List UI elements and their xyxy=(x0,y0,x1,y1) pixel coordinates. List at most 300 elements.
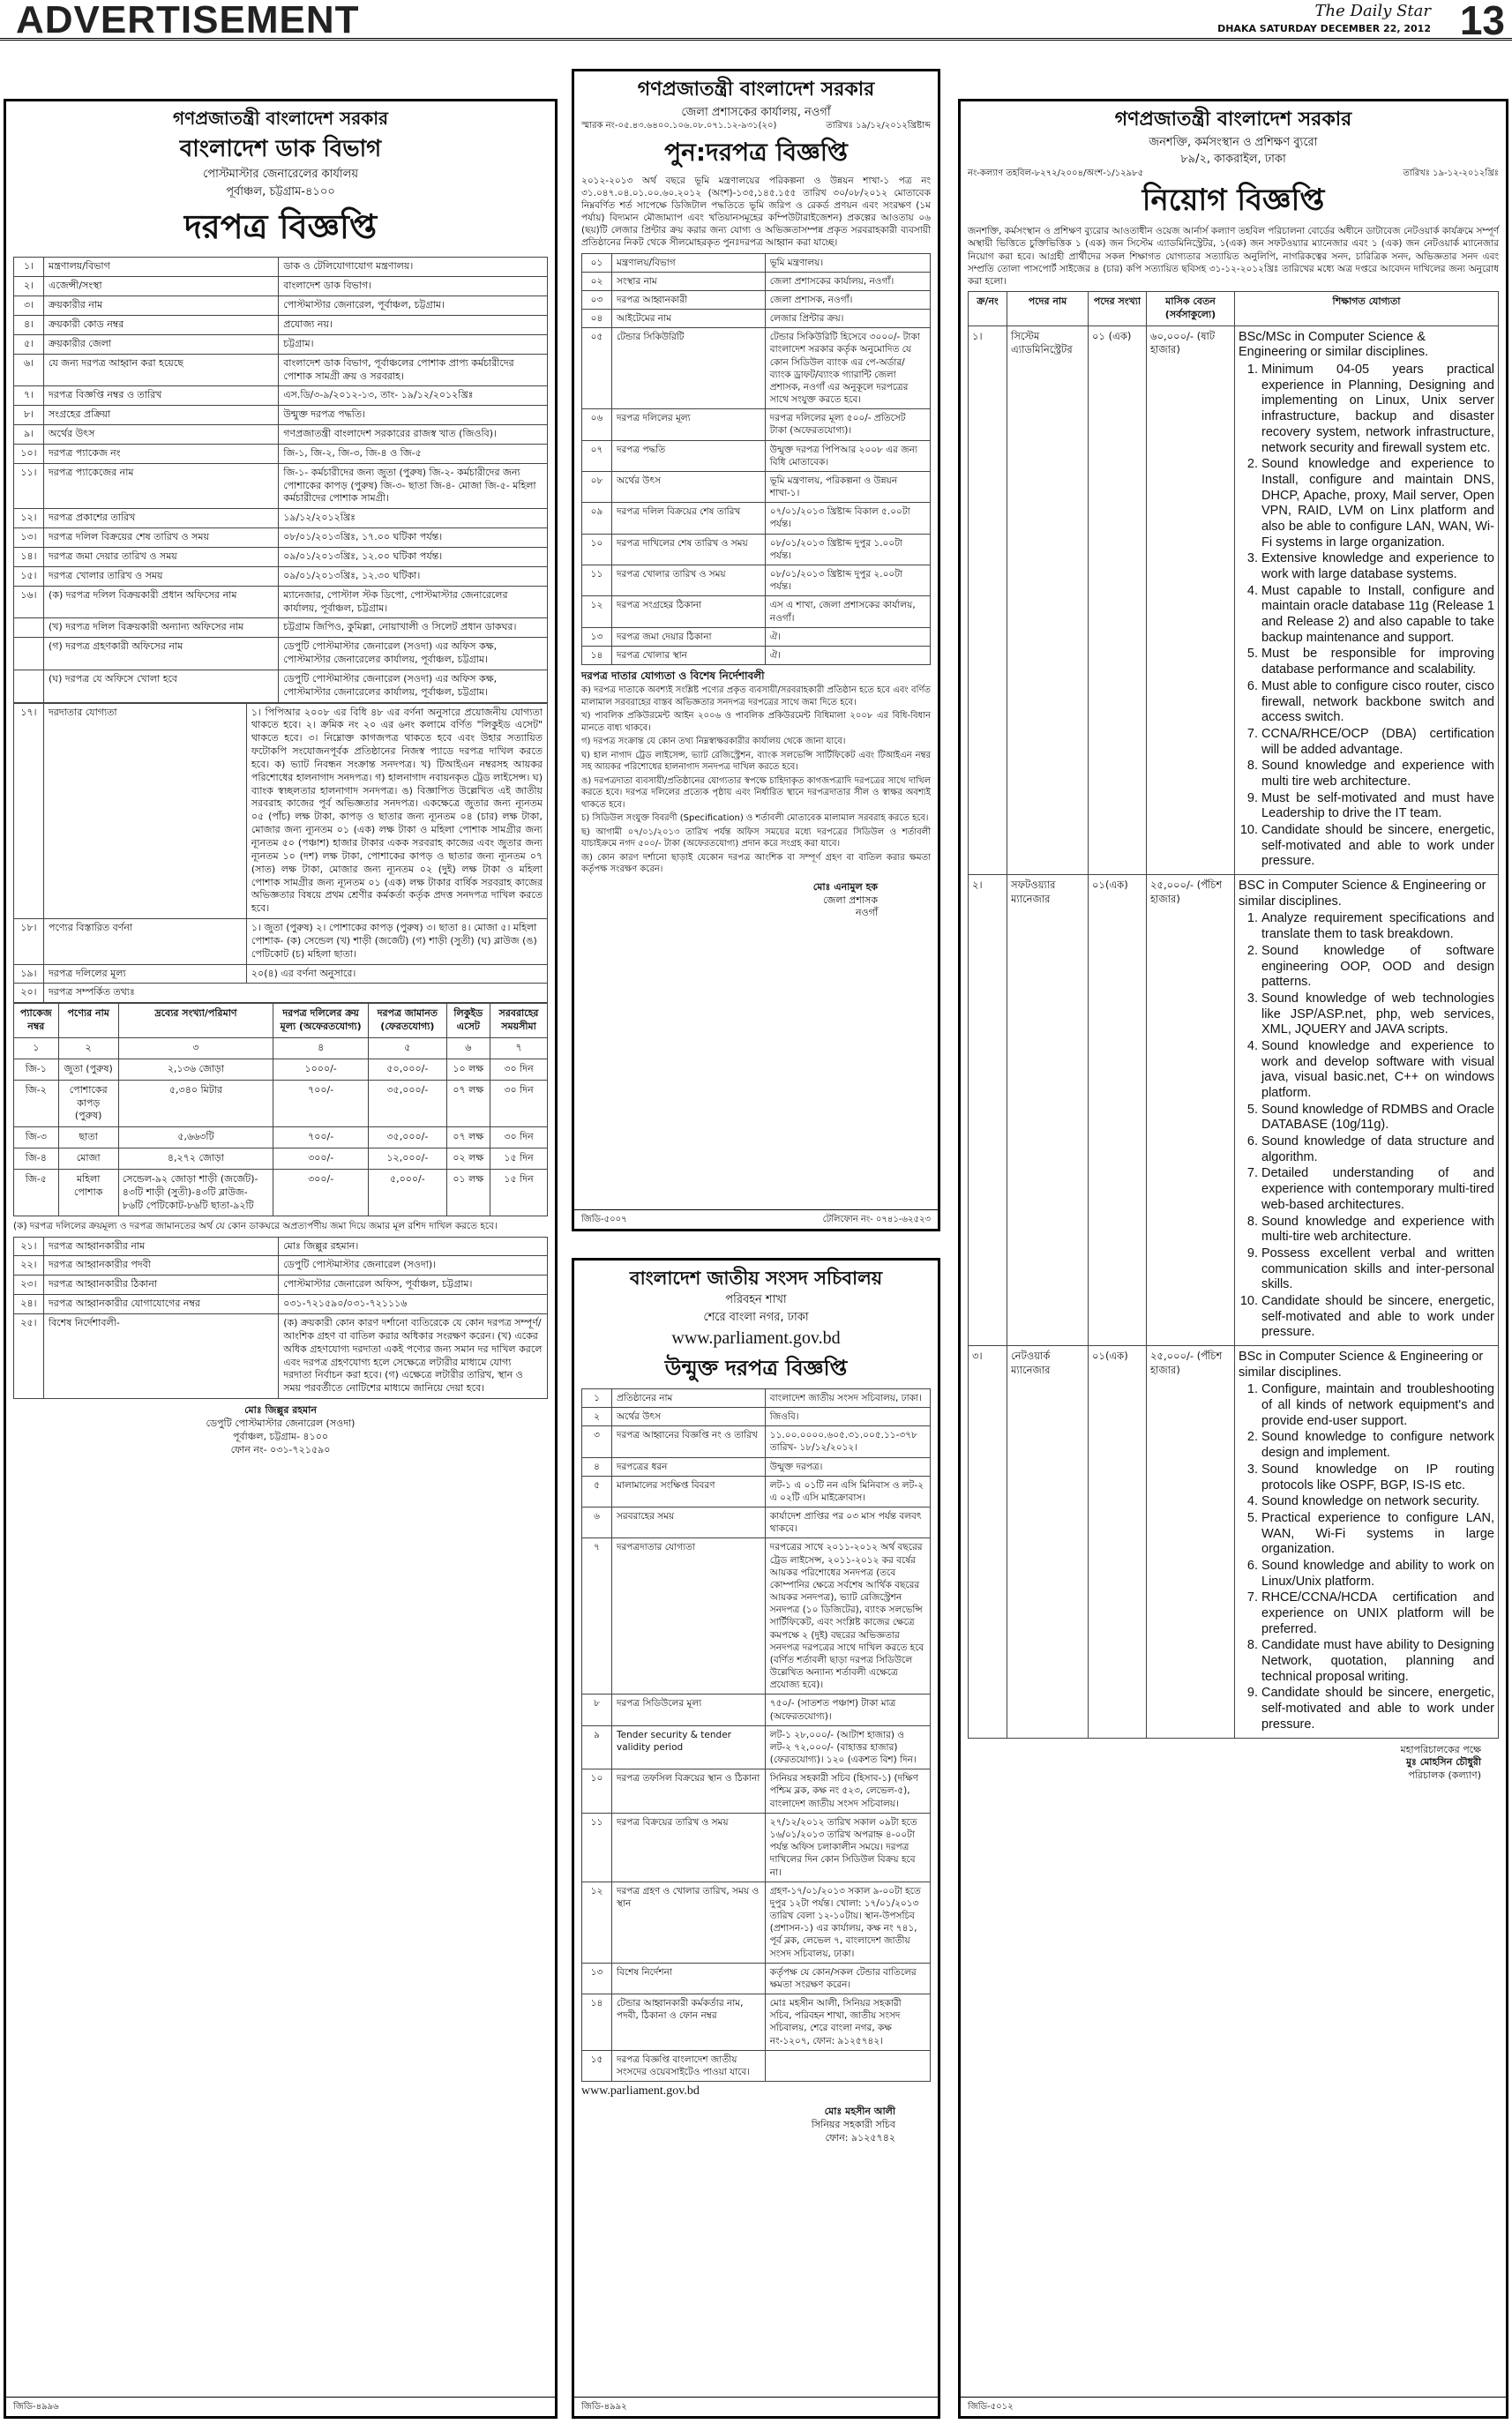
table-cell: ৫,০০০/- xyxy=(369,1169,446,1216)
dept-heading: বাংলাদেশ ডাক বিভাগ xyxy=(179,136,382,162)
job-number: ২। xyxy=(969,875,1007,1346)
table-cell: ৪,২৭২ জোড়া xyxy=(118,1148,273,1170)
row-number: ০১ xyxy=(582,253,612,272)
row-label: দরপত্র আহ্বানকারীর ঠিকানা xyxy=(44,1276,279,1295)
row-label: দরপত্র খোলার তারিখ ও সময় xyxy=(44,566,279,586)
footer-website-link[interactable]: www.parliament.gov.bd xyxy=(581,2084,700,2099)
table-row xyxy=(582,627,931,646)
table-row xyxy=(582,2050,931,2081)
qualification-item: 1. Configure, maintain and troubleshooting of all kinds of network equipment's and provide end-user support. xyxy=(1261,1382,1494,1429)
newspaper-name: The Daily Star xyxy=(1314,2,1431,20)
row-number: ১৪ xyxy=(582,1994,612,2051)
row-value: উন্মুক্ত দরপত্র পদ্ধতি। xyxy=(279,406,548,425)
row-value: উন্মুক্ত দরপত্র পিপিআর ২০০৮ এর জন্য বিধি মোতাবেক। xyxy=(765,440,930,471)
table-row xyxy=(582,272,931,290)
row-number: ০৫ xyxy=(582,328,612,409)
row-label: মালামালের সংক্ষিপ্ত বিবরণ xyxy=(612,1476,766,1507)
row-value: ০৯/০১/২০১৩খ্রিঃ, ১২.০০ ঘটিকা পর্যন্ত। xyxy=(279,547,548,566)
row-label: মন্ত্রণালয়/বিভাগ xyxy=(44,258,279,277)
qualification-item: 1. Minimum 04-05 years practical experience in Planning, Designing and implementing on Linux, Unix server infrastructure, backup and disaster recovery system, network infrastructure, network security and firewall system etc. xyxy=(1261,363,1494,456)
table-row: ১৭। দরদাতার যোগ্যতা ১। পিপিআর ২০০৮ এর বিধি ৪৮ এর বর্ণনা অনুসারে প্রয়োজনীয় যোগ্যতা থাকতে হবে। ২। ক্রমিক নং ২০ এর ৬নং কলামে বর্ণিত "লিকুইড এসেট" থাকতে হবে। ৩। নিম্নোক্ত কাগজপত্র থাকতে হবে এবং উহার সত্যায়িত ফটোকপি সংযোজনপূর্বক প্রতিষ্ঠানের নিজস্ব প্যাডে দরপত্র দাখিল করতে হবে। ক) ভ্যাট নিবন্ধন সংক্রান্ত সনদপত্র। খ) টিআইএন নম্বরসহ আয়কর পরিশোধের হালনাগাদ সনদপত্র। গ) হালনাগাদ নবায়নকৃত ট্রেড লাইসেন্স। ঘ) ব্যাংক স্বচ্ছলতার হালনাগাদ সনদপত্র। ঙ) বিজ্ঞাপিত উল্লেখিত এই জাতীয় সরবরাহ কাজের পূর্ব অভিজ্ঞতার সনদপত্র। একক্ষেত্রে জুতার জন্য ন্যূনতম ০৫ (পাঁচ) লক্ষ টাকা, কাপড় ও ছাতার জন্য ন্যূনতম ০৪ (চার) লক্ষ টাকা, মোজার জন্য ন্যূনতম ০১ (এক) লক্ষ টাকা ও মহিলা পোশাক সামগ্রীর জন্য ন্যূনতম ৫০ (পঞ্চাশ) হাজার টাকার একক সরবরাহ কাজের এবং জুতার জন্য ন্যূনতম ১০ (দশ) লক্ষ টাকা, পোশাকের কাপড় ও ছাতার জন্য ন্যূনতম ০৭ (সাত) লক্ষ টাকা, মোজার জন্য ন্যূনতম ০২ (দুই) লক্ষ টাকা ও মহিলা পোশাক সামগ্রীর জন্য ন্যূনতম ০১ (এক) লক্ষ টাকার বার্ষিক সরবরাহ কাজের অভিজ্ঞতার বিষয়ে প্রথম শ্রেণীর কর্মকর্তা কর্তৃক প্রদত্ত সনদপত্র দাখিল করতে হবে। xyxy=(14,703,548,919)
row-value: ডাক ও টেলিযোগাযোগ মন্ত্রণালয়। xyxy=(279,258,548,277)
row-value: ০৯/০১/২০১৩খ্রিঃ, ১২.৩০ ঘটিকা। xyxy=(279,566,548,586)
row-label: দরপত্র দলিল বিক্রয়ের শেষ তারিখ ও সময় xyxy=(44,528,279,548)
qualification-item: 7. Detailed understanding of and experience with contemporary multi-tired web-based architectures. xyxy=(1261,1166,1494,1213)
table-row xyxy=(582,646,931,664)
job-salary: ৬০,০০০/- (ষাট হাজার) xyxy=(1147,325,1235,874)
job-post: নেটওয়ার্ক ম্যানেজার xyxy=(1007,1346,1089,1739)
row-label: Tender security & tender validity period xyxy=(612,1725,766,1769)
row-value: সিনিয়র সহকারী সচিব (হিসাব-১) (দক্ষিণ পশ্চিম ব্লক, কক্ষ নং ৫২৩, লেভেল-৫), বাংলাদেশ জাতীয় সংসদ সচিবালয়। xyxy=(765,1769,930,1814)
row-number: ৯। xyxy=(14,425,44,445)
table-cell: ৫,৩৪০ মিটার xyxy=(118,1080,273,1127)
row-label: দরপত্রদাতার যোগ্যতা xyxy=(612,1538,766,1695)
row-value: জিওবি। xyxy=(765,1408,930,1426)
row-number xyxy=(14,618,44,638)
row-value: গণপ্রজাতন্ত্রী বাংলাদেশ সরকারের রাজস্ব খাত (জিওবি)। xyxy=(279,425,548,445)
row-number: ১৪। xyxy=(14,547,44,566)
table-row xyxy=(582,1769,931,1814)
table-cell: ৩৫,০০০/- xyxy=(369,1127,446,1148)
row-value: এস এ শাখা, জেলা প্রশাসকের কার্যালয়, নওগাঁ। xyxy=(765,596,930,627)
table-cell: জুতা (পুরুষ) xyxy=(58,1059,118,1080)
qualification-item: 5. Practical experience to configure LAN, WAN, Wi-Fi systems in large organization. xyxy=(1261,1511,1494,1558)
note-item: জ) কোন কারণ দর্শানো ছাড়াই যেকোন দরপত্র আংশিক বা সম্পূর্ণ গ্রহণ বা বাতিল করার ক্ষমতা কর্তৃপক্ষ সংরক্ষণ করেন। xyxy=(581,852,931,875)
row-value: উন্মুক্ত দরপত্র। xyxy=(765,1457,930,1476)
table-row xyxy=(14,586,548,618)
signature-block: মোঃ মহসীন আলী সিনিয়র সহকারী সচিব ফোন: ৯১২৫৭৪২ xyxy=(811,2105,895,2143)
row-value: লট-১ এ ০১টি নন এসি মিনিবাস ও লট-২ এ ০২টি এসি মাইক্রোবাস। xyxy=(765,1476,930,1507)
row-value: কর্তৃপক্ষ যে কোন/সকল টেন্ডার বাতিলের ক্ষমতা সংরক্ষণ করেন। xyxy=(765,1963,930,1994)
table-row xyxy=(14,277,548,296)
table-row xyxy=(14,509,548,528)
row-label: দরপত্র পদ্ধতি xyxy=(612,440,766,471)
row-number: ৮। xyxy=(14,406,44,425)
row-value: ০৩১-৭২১৫৯০/০৩১-৭২১১১৬ xyxy=(279,1295,548,1314)
table-row xyxy=(582,471,931,502)
website-link[interactable]: www.parliament.gov.bd xyxy=(671,1328,841,1349)
row-value: ঐ। xyxy=(765,627,930,646)
row-label: টেন্ডার সিকিউরিটি xyxy=(612,328,766,409)
job-count: ০১(এক) xyxy=(1089,875,1147,1346)
table-cell: মোজা xyxy=(58,1148,118,1170)
column-number: ৭ xyxy=(490,1037,548,1059)
table-cell: জি-৪ xyxy=(14,1148,59,1170)
row-label: এজেন্সী/সংস্থা xyxy=(44,277,279,296)
ad-recruitment xyxy=(958,99,1508,2419)
place-name: শেরে বাংলা নগর, ঢাকা xyxy=(703,1310,809,1324)
row-number: ২৫। xyxy=(14,1313,44,1398)
signature-block: মোঃ এনামুল হক জেলা প্রশাসক নওগাঁ xyxy=(812,880,878,919)
row-number: ০৩ xyxy=(582,290,612,309)
row-label: সরবরাহের সময় xyxy=(612,1508,766,1538)
table-row xyxy=(14,528,548,548)
row-number: ১২ xyxy=(582,1882,612,1963)
column-header: পদের সংখ্যা xyxy=(1089,292,1147,326)
row-label: সংস্থার নাম xyxy=(612,272,766,290)
row-label: দরপত্র বিজ্ঞপ্তি নম্বর ও তারিখ xyxy=(44,386,279,406)
row-value xyxy=(765,2050,930,2081)
table-row xyxy=(14,425,548,445)
tender-info-table xyxy=(13,257,548,702)
table-row xyxy=(14,1169,548,1216)
row-label: বিশেষ নির্দেশনা xyxy=(612,1963,766,1994)
table-row xyxy=(14,618,548,638)
row-number: ৬ xyxy=(582,1508,612,1538)
row-label: দরপত্র দলিল বিক্রয়ের শেষ তারিখ xyxy=(612,503,766,534)
table-row xyxy=(14,316,548,335)
row-value: ভূমি মন্ত্রণালয়। xyxy=(765,253,930,272)
job-qualifications xyxy=(1235,875,1499,1346)
row-label: মন্ত্রণালয়/বিভাগ xyxy=(612,253,766,272)
ad-title: নিয়োগ বিজ্ঞপ্তি xyxy=(1141,183,1325,219)
row-value: ০৮/০১/২০১৩ খ্রিষ্টাব্দ দুপুর ১.০০টা পর্যন্ত। xyxy=(765,534,930,565)
row-number: ২২। xyxy=(14,1256,44,1276)
table-cell: ৩০০/- xyxy=(273,1169,369,1216)
column-header: লিকুইড এসেট xyxy=(446,1004,490,1038)
row-number: ১ xyxy=(582,1388,612,1407)
table-row: ১৮। পণ্যের বিস্তারিত বর্ণনা ১। জুতা (পুরুষ) ২। পোশাকের কাপড় (পুরুষ) ৩। ছাতা ৪। মোজা ৫। মহিলা পোশাক- (ক) সেন্ডেল (খ) শাড়ী (জর্জেট) (গ) শাড়ী (সুতী) (ঘ) ব্লাউজ (ঙ) পেটিকোট (চ) মহিলা ছাতা। xyxy=(14,919,548,965)
row-label: দরপত্র তফসিল বিক্রয়ের স্থান ও ঠিকানা xyxy=(612,1769,766,1814)
table-row xyxy=(14,386,548,406)
bureau-name: জনশক্তি, কর্মসংস্থান ও প্রশিক্ষণ ব্যুরো xyxy=(1149,135,1318,149)
row-number: ২। xyxy=(14,277,44,296)
note-item: ছ) আগামী ০৭/০১/২০১৩ তারিখ পর্যন্ত অফিস সময়ের মধ্যে দরপত্রের সিডিউল ও শর্তাবলী যাচাইক্রমে নগদ ৫০০/- টাকা (অফেরতযোগ্য) প্রদান করে সংগ্রহ করা যাবে। xyxy=(581,827,931,849)
row-value: ঐ। xyxy=(765,646,930,664)
notes-title: দরপত্র দাতার যোগ্যতা ও বিশেষ নির্দেশাবলী xyxy=(581,670,765,683)
table-cell: মহিলা পোশাক xyxy=(58,1169,118,1216)
table-row xyxy=(14,638,548,670)
table-cell: ৭০০/- xyxy=(273,1127,369,1148)
row-label: প্রতিষ্ঠানের নাম xyxy=(612,1388,766,1407)
table-row xyxy=(582,565,931,596)
job-post: সিস্টেম এ্যাডমিনিস্ট্রেটর xyxy=(1007,325,1089,874)
table-cell: জি-৩ xyxy=(14,1127,59,1148)
table-cell: ১৫ দিন xyxy=(490,1169,548,1216)
row-value: জেলা প্রশাসক, নওগাঁ। xyxy=(765,290,930,309)
job-number: ৩। xyxy=(969,1346,1007,1739)
row-value: ১১.০০.০০০০.৬০৫.৩১.০০৫.১১-৩৭৮ তারিখ- ১৮/১২/২০১২। xyxy=(765,1426,930,1457)
column-header: দরপত্র জামানত (ফেরতযোগ্য) xyxy=(369,1004,446,1038)
secretariat-heading: বাংলাদেশ জাতীয় সংসদ সচিবালয় xyxy=(629,1268,883,1289)
column-header: সরবরাহের সময়সীমা xyxy=(490,1004,548,1038)
qualification-item: 1. Analyze requirement specifications and translate them to task breakdown. xyxy=(1261,911,1494,942)
row-number: ২৩। xyxy=(14,1276,44,1295)
row-number: ২১। xyxy=(14,1237,44,1256)
row-value: ৭৫০/- (সাতশত পঞ্চাশ) টাকা মাত্র (অফেরতযোগ্য)। xyxy=(765,1695,930,1725)
table-row xyxy=(582,1538,931,1695)
table-cell: জি-৫ xyxy=(14,1169,59,1216)
row-number: ০৮ xyxy=(582,471,612,502)
row-number: ৫। xyxy=(14,334,44,354)
row-number: ০২ xyxy=(582,272,612,290)
table-row xyxy=(582,290,931,309)
qualification-item: 6. Sound knowledge and ability to work on Linux/Unix platform. xyxy=(1261,1559,1494,1590)
row-number: ৫ xyxy=(582,1476,612,1507)
note-item: ঙ) দরপত্রদাতা ব্যবসায়ী/প্রতিষ্ঠানের যোগ্যতার স্বপক্ষে চাহিদাকৃত কাগজপত্রাদি দরপত্রের সাথে দাখিল করতে হবে। দরপত্র দলিলের প্রত্যেক পৃষ্ঠায় এবং নির্ধারিত স্থানে দরপত্রদাতার সীল ও স্বাক্ষর অবশ্যই থাকতে হবে। xyxy=(581,775,931,810)
row-number: ১১ xyxy=(582,565,612,596)
row-label: (খ) দরপত্র দলিল বিক্রয়কারী অন্যান্য অফিসের নাম xyxy=(44,618,279,638)
notes-list xyxy=(581,685,931,876)
row-value: চট্টগ্রাম জিপিও, কুমিল্লা, নোয়াখালী ও সিলেট প্রধান ডাকঘর। xyxy=(279,618,548,638)
column-number-row xyxy=(14,1037,548,1059)
row-value: এস.ডি/৩-৯/২০১২-১৩, তাং- ১৯/১২/২০১২খ্রিঃ xyxy=(279,386,548,406)
table-row xyxy=(582,328,931,409)
table-row xyxy=(582,1882,931,1963)
qualification-item: 10. Candidate should be sincere, energetic, self-motivated and able to work under pressure. xyxy=(1261,1294,1494,1341)
table-row xyxy=(14,1148,548,1170)
row-value: ম্যানেজার, পোস্টাল স্টক ডিপো, পোস্টমাস্টার জেনারেলের কার্যালয়, পূর্বাঞ্চল, চট্টগ্রাম। xyxy=(279,586,548,618)
job-post: সফটওয়্যার ম্যানেজার xyxy=(1007,875,1089,1346)
row-number: ১২। xyxy=(14,509,44,528)
header-row xyxy=(14,1004,548,1038)
table-cell: সেন্ডেল-৯২ জোড়া শাড়ী (জর্জেট)- ৪৩টি শাড়ী (সুতী)-৪৩টি ব্লাউজ- ৮৬টি পেটিকোট-৮৬টি ছাতা-৯২টি xyxy=(118,1169,273,1216)
grid-note: (ক) দরপত্র দলিলের ক্রয়মূল্য ও দরপত্র জামানতের অর্থ যে কোন ডাকঘরে অপ্রত্যর্পণীয় জমা দিয়ে জমার মূল রশিদ দাখিল করতে হবে। xyxy=(13,1221,498,1232)
qualification-item: 3. Sound knowledge on IP routing protocols like OSPF, BGP, IS-IS etc. xyxy=(1261,1463,1494,1493)
row-number: ৬। xyxy=(14,354,44,386)
signature-block: মোঃ জিল্লুর রহমান ডেপুটি পোস্টমাস্টার জেনারেল (সওদা) পূর্বাঞ্চল, চট্টগ্রাম- ৪১০০ ফোন নং- ০৩১-৭২১৫৯০ xyxy=(206,1404,356,1455)
note-item: ক) দরপত্র দাতাকে অবশ্যই সংশ্লিষ্ট পণ্যের প্রকৃত ব্যবসায়ী/সরবরাহকারী প্রতিষ্ঠান হতে হবে এবং বর্ণিত মালামাল সরবরাহের বাস্তব অভিজ্ঞতার সনদপত্র দরপত্রের সাথে জমা দিতে হবে। xyxy=(581,685,931,707)
qualification-item: 4. Sound knowledge and experience to work and develop software with visual java, visual basic.net, C++ on windows platform. xyxy=(1261,1039,1494,1102)
row-number xyxy=(14,638,44,670)
ad-parliament-tender xyxy=(572,1258,940,2419)
table-cell: ২,১৩৬ জোড়া xyxy=(118,1059,273,1080)
row-label: দরপত্র খোলার স্থান xyxy=(612,646,766,664)
row-value: ০৭/০১/২০১৩ খ্রিষ্টাব্দ বিকাল ৫.০০টা পর্যন্ত। xyxy=(765,503,930,534)
row-label: দরপত্র জমা দেয়ার তারিখ ও সময় xyxy=(44,547,279,566)
row-label: (ঘ) দরপত্র যে অফিসে খোলা হবে xyxy=(44,670,279,702)
table-cell: ৩০ দিন xyxy=(490,1059,548,1080)
row-label: আইটেমের নাম xyxy=(612,310,766,328)
qualification-lead: BSc in Computer Science & Engineering or similar disciplines. xyxy=(1239,1350,1484,1380)
table-row xyxy=(14,1276,548,1295)
column-number: ৫ xyxy=(369,1037,446,1059)
table-row xyxy=(582,409,931,440)
header-row xyxy=(969,292,1499,326)
qualification-item: 9. Candidate should be sincere, energetic, self-motivated and able to work under pressure. xyxy=(1261,1686,1494,1732)
ref-line: নং-কল্যাণ তহবিল-৮২৭২/২০০৪/অংশ-১/১২৯৮৫ তারিখঃ ১৯-১২-২০১২খ্রিঃ xyxy=(968,168,1499,178)
row-number: ০৪ xyxy=(582,310,612,328)
note-item: খ) পাবলিক প্রকিউরমেন্ট আইন ২০০৬ ও পাবলিক প্রকিউরমেন্ট বিধিমালা ২০০৮ এর বিধি-বিধান মানতে বাধ্য থাকবে। xyxy=(581,711,931,733)
row-value: লেজার প্রিন্টার ক্রয়। xyxy=(765,310,930,328)
table-cell: ১২,০০০/- xyxy=(369,1148,446,1170)
row-label: ক্রয়কারীর নাম xyxy=(44,296,279,316)
row-label: দরপত্র সংগ্রহের ঠিকানা xyxy=(612,596,766,627)
table-cell: ০১ লক্ষ xyxy=(446,1169,490,1216)
row-value: টেন্ডার সিকিউরিটি হিসেবে ৩০০০/- টাকা বাংলাদেশ সরকার কর্তৃক অনুমোদিত যে কোন সিডিউল ব্যাংক এর পে-অর্ডার/ব্যাংক ড্রাফট/ব্যাংক গ্যারান্টি জেলা প্রশাসক, নওগাঁ এর অনুকূলে দরপত্রের সাথে সংযুক্ত করতে হবে। xyxy=(765,328,930,409)
table-cell: ৩০ দিন xyxy=(490,1127,548,1148)
job-count: ০১ (এক) xyxy=(1089,325,1147,874)
row-number: ১৩ xyxy=(582,1963,612,1994)
qualification-item: 8. Candidate must have ability to Designing Network, quotation, planning and technical proposal writing. xyxy=(1261,1638,1494,1685)
row-number: ১০ xyxy=(582,1769,612,1814)
qualification-item: 5. Sound knowledge of RDMBS and Oracle DATABASE (10g/11g). xyxy=(1261,1103,1494,1133)
qualification-item: 2. Sound knowledge to configure network design and implement. xyxy=(1261,1430,1494,1461)
note-item: ঘ) হাল নাগাদ ট্রেড লাইসেন্স, ভ্যাট রেজিস্ট্রেশন, ব্যাংক সলভেন্সি সার্টিফিকেট এবং টিআইএন নম্বর সহ আয়কর পরিশোধের হালনাগাদ সনদপত্র দাখিল করতে হবে। xyxy=(581,750,931,773)
job-count: ০১(এক) xyxy=(1089,1346,1147,1739)
row-value: মোঃ জিল্লুর রহমান। xyxy=(279,1237,548,1256)
table-row xyxy=(582,534,931,565)
column-header: ক্র/নং xyxy=(969,292,1007,326)
row-value: পোস্টমাস্টার জেনারেল অফিস, পূর্বাঞ্চল, চট্টগ্রাম। xyxy=(279,1276,548,1295)
row-value: জি-১, জি-২, জি-৩, জি-৪ ও জি-৫ xyxy=(279,444,548,463)
ad-footer xyxy=(6,2397,555,2417)
table-row xyxy=(14,566,548,586)
row-value: বাংলাদেশ ডাক বিভাগ। xyxy=(279,277,548,296)
row-label: দরপত্র প্যাকেজের নাম xyxy=(44,463,279,509)
column-number: ২ xyxy=(58,1037,118,1059)
row-label: টেন্ডার আহ্বানকারী কর্মকর্তার নাম, পদবী, ঠিকানা ও ফোন নম্বর xyxy=(612,1994,766,2051)
ad-footer xyxy=(961,2397,1506,2417)
note-item: চ) সিডিউল সংযুক্ত বিবরণী (Specification) ও শর্তাবলী মোতাবেক মালামাল সরবরাহ করতে হবে। xyxy=(581,813,929,824)
row-number: ১০। xyxy=(14,444,44,463)
qualification-item: 9. Possess excellent verbal and written communication skills and inter-personal skills. xyxy=(1261,1246,1494,1293)
ad-code: জিডি-৫০১২ xyxy=(968,2401,1014,2412)
table-cell: ৩০ দিন xyxy=(490,1080,548,1127)
phone: টেলিফোন নং- ০৭৪১-৬২৫২৩ xyxy=(822,1214,931,1224)
column-header: দ্রব্যের সংখ্যা/পরিমাণ xyxy=(118,1004,273,1038)
qualification-list xyxy=(1261,911,1494,1341)
gov-heading: গণপ্রজাতন্ত্রী বাংলাদেশ সরকার xyxy=(637,79,875,101)
row-value: পোস্টমাস্টার জেনারেল, পূর্বাঞ্চল, চট্টগ্রাম। xyxy=(279,296,548,316)
job-row xyxy=(969,325,1499,874)
table-cell: পোশাকের কাপড় (পুরুষ) xyxy=(58,1080,118,1127)
row-value: জেলা প্রশাসকের কার্যালয়, নওগাঁ। xyxy=(765,272,930,290)
row-value: জি-১- কর্মচারীদের জন্য জুতা (পুরুষ) জি-২- কর্মচারীদের জন্য পোশাকের কাপড় (পুরুষ) জি-৩- ছাতা জি-৪- মোজা জি-৫- মহিলা কর্মচারীদের পোশাক সামগ্রী। xyxy=(279,463,548,509)
bureau-address: ৮৯/২, কাকরাইল, ঢাকা xyxy=(1180,153,1286,167)
qualification-item: 4. Must capable to Install, configure and maintain oracle database 11g (Release 1 and Release 2) and also capable to take backup maintenance and support. xyxy=(1261,584,1494,647)
job-row xyxy=(969,1346,1499,1739)
row-number: ২ xyxy=(582,1408,612,1426)
column-number: ৩ xyxy=(118,1037,273,1059)
row-label: যে জন্য দরপত্র আহ্বান করা হয়েছে xyxy=(44,354,279,386)
qualification-item: 5. Must be responsible for improving database performance and scalability. xyxy=(1261,647,1494,677)
ad-title: উন্মুক্ত দরপত্র বিজ্ঞপ্তি xyxy=(664,1356,848,1381)
gov-heading: গণপ্রজাতন্ত্রী বাংলাদেশ সরকার xyxy=(173,108,388,129)
table-row xyxy=(14,258,548,277)
jobs-table xyxy=(968,291,1499,1739)
table-row xyxy=(582,1508,931,1538)
table-cell: ৩০০/- xyxy=(273,1148,369,1170)
row-label: দরপত্র আহ্বানকারীর নাম xyxy=(44,1237,279,1256)
qualification-item: 4. Sound knowledge on network security. xyxy=(1261,1494,1494,1510)
table-row xyxy=(582,1426,931,1457)
row-label: ক্রয়কারীর জেলা xyxy=(44,334,279,354)
row-label: দরপত্র প্রকাশের তারিখ xyxy=(44,509,279,528)
row-number: ১৩ xyxy=(582,627,612,646)
table-row xyxy=(582,1388,931,1407)
table-row xyxy=(582,1813,931,1882)
row-value: লট-১ ২৮,০০০/- (আটাশ হাজার) ও লট-২ ৭২,০০০/- (বাহাত্তর হাজার) (ফেরতযোগ্য)। ১২০ (একশত বিশ) দিন। xyxy=(765,1725,930,1769)
table-row xyxy=(14,406,548,425)
row-value: ডেপুটি পোস্টমাস্টার জেনারেল (সওদা) এর অফিস কক্ষ, পোস্টমাস্টার জেনারেলের কার্যালয়, পূর্বাঞ্চল, চট্টগ্রাম। xyxy=(279,638,548,670)
row-number: ৯ xyxy=(582,1725,612,1769)
row-value: মোঃ মহসীন আলী, সিনিয়র সহকারী সচিব, পরিবহন শাখা, জাতীয় সংসদ সচিবালয়, শেরে বাংলা নগর, কক্ষ নং-১২০৭, ফোন: ৯১২৫৭৪২। xyxy=(765,1994,930,2051)
tender-info-table xyxy=(581,1388,931,2082)
row-value: ০৮/০১/২০১৩খ্রিঃ, ১৭.০০ ঘটিকা পর্যন্ত। xyxy=(279,528,548,548)
table-cell: ০৭ লক্ষ xyxy=(446,1080,490,1127)
row-number: ১৩। xyxy=(14,528,44,548)
table-row xyxy=(582,310,931,328)
row-number: ৩ xyxy=(582,1426,612,1457)
row-value: চট্টগ্রাম। xyxy=(279,334,548,354)
tender-caller-table xyxy=(13,1237,548,1399)
row-number: ১০ xyxy=(582,534,612,565)
masthead xyxy=(0,0,1512,41)
row-label: দরপত্র জমা দেয়ার ঠিকানা xyxy=(612,627,766,646)
row-number: ০৬ xyxy=(582,409,612,440)
row-value: দরপত্র দলিলের মূল্য ৫০০/- প্রতিসেট টাকা (অফেরতযোগ্য)। xyxy=(765,409,930,440)
row-number xyxy=(14,670,44,702)
table-cell: ছাতা xyxy=(58,1127,118,1148)
qualification-item: 2. Sound knowledge and experience to Install, configure and maintain DNS, DHCP, Apache, proxy, Mail server, Open VPN, RAID, LVM on Linx platform and also be able to configure LAN, WAN, Wi-Fi systems in large organization. xyxy=(1261,457,1494,550)
table-row xyxy=(14,1059,548,1080)
table-row xyxy=(14,463,548,509)
ad-code: জিডি-৫০০৭ xyxy=(581,1214,627,1224)
qualification-item: 6. Must able to configure cisco router, cisco firewall, network backbone switch and access switch. xyxy=(1261,679,1494,726)
table-cell: ৫০,০০০/- xyxy=(369,1059,446,1080)
table-row xyxy=(14,670,548,702)
row-number: ৮ xyxy=(582,1695,612,1725)
row-value: বাংলাদেশ ডাক বিভাগ, পূর্বাঞ্চলের পোশাক প্রাপ্য কর্মচারীদের পোশাক সামগ্রী ক্রয় ও সরবরাহ। xyxy=(279,354,548,386)
row-label: বিশেষ নির্দেশাবলী- xyxy=(44,1313,279,1398)
table-row xyxy=(582,1408,931,1426)
row-value: ভূমি মন্ত্রণালয়, পরিকল্পনা ও উন্নয়ন শাখা-১। xyxy=(765,471,930,502)
qualification-item: 9. Must be self-motivated and must have Leadership to drive the IT team. xyxy=(1261,791,1494,822)
table-row xyxy=(582,503,931,534)
office-name: জেলা প্রশাসকের কার্যালয়, নওগাঁ xyxy=(681,105,831,119)
table-cell: জি-১ xyxy=(14,1059,59,1080)
qualification-item: 3. Extensive knowledge and experience to work with large database systems. xyxy=(1261,551,1494,582)
row-label: দরপত্র গ্রহণ ও খোলার তারিখ, সময় ও স্থান xyxy=(612,1882,766,1963)
column-header: দরপত্র দলিলের ক্রয় মূল্য (অফেরতযোগ্য) xyxy=(273,1004,369,1038)
row-value: ১৯/১২/২০১২খ্রিঃ xyxy=(279,509,548,528)
row-number: ১১ xyxy=(582,1813,612,1882)
row-number: ৪ xyxy=(582,1457,612,1476)
ad-title: পুন:দরপত্র বিজ্ঞপ্তি xyxy=(664,137,848,167)
row-label: দরপত্র আহ্বানকারীর পদবী xyxy=(44,1256,279,1276)
row-value: কার্যাদেশ প্রাপ্তির পর ০৩ মাস পর্যন্ত বলবৎ থাকবে। xyxy=(765,1508,930,1538)
row-label: দরপত্র আহ্বানকারী xyxy=(612,290,766,309)
table-row xyxy=(14,1080,548,1127)
office-name: পোস্টমাস্টার জেনারেলের কার্যালয় xyxy=(203,168,358,182)
office-address: পূর্বাঞ্চল, চট্টগ্রাম-৪১০০ xyxy=(226,184,335,198)
intro-text: ২০১২-২০১৩ অর্থ বছরে ভূমি মন্ত্রণালয়ের পরিকল্পনা ও উন্নয়ন শাখা-১ পত্র নং ৩১.০৪৭.০৪.০১.০০.৬০.২০১২ (অংশ)-১৩৫,১৪৫.১৫৫ তারিখ ৩০/০৮/২০১২ মোতাবেক নিম্নবর্ণিত শর্ত সাপেক্ষে ডিজিটাল পদ্ধতিতে ভূমি জরিপ ও রেকর্ড প্রণয়ন এবং সংরক্ষণ (১ম পর্যায়) বিদ্যমান মৌজাম্যাপ এবং খতিয়ানসমূহের কম্পিউটারাইজেশন) প্রকল্পের আওতায় ০৬ (ছয়)টি লেজার প্রিন্টার ক্রয় করার জন্য যোগ্য ও অভিজ্ঞতাসম্পন্ন প্রকৃত সরবরাহকারী ব্যবসায়ী প্রতিষ্ঠানের নিকট থেকে সীলমোহরকৃত পুনঃদরপত্র আহ্বান করা যাচ্ছে। xyxy=(581,175,931,249)
table-row xyxy=(14,334,548,354)
job-qualifications xyxy=(1235,1346,1499,1739)
table-row: ২০। দরপত্র সম্পর্কিত তথ্যঃ xyxy=(14,984,548,1003)
qualification-lead: BSc/MSc in Computer Science & Engineering or similar disciplines. xyxy=(1239,329,1429,360)
column-number: ১ xyxy=(14,1037,59,1059)
row-value: (ক) ক্রয়কারী কোন কারণ দর্শানো ব্যতিরেকে যে কোন দরপত্র সম্পূর্ণ/আংশিক গ্রহণ বা বাতিল করার অধিকার সংরক্ষণ করেন। (খ) একের অধিক গ্রহণযোগ্য দরদাতা একই পণ্যের জন্য সমান দর দাখিল করলে এবং দরপত্র গ্রহণযোগ্য হলে সেক্ষেত্রে লটারীর মাধ্যমে যোগ্য দরদাতা নির্বাচন করা হবে। (গ) এক্ষেত্রে লটারীর তারিখ, স্থান ও সময় পরবর্তীতে নোটিশের মাধ্যমে জানিয়ে দেয়া হবে। xyxy=(279,1313,548,1398)
row-number: ৩। xyxy=(14,296,44,316)
issue-date: DHAKA SATURDAY DECEMBER 22, 2012 xyxy=(1217,23,1431,34)
ad-footer xyxy=(574,2397,938,2417)
row-label: (গ) দরপত্র গ্রহণকারী অফিসের নাম xyxy=(44,638,279,670)
job-salary: ২৫,০০০/- (পঁচিশ হাজার) xyxy=(1147,875,1235,1346)
table-row xyxy=(582,253,931,272)
qualification-item: 7. CCNA/RHCE/OCP (DBA) certification will be added advantage. xyxy=(1261,727,1494,758)
eligibility-text: ১। পিপিআর ২০০৮ এর বিধি ৪৮ এর বর্ণনা অনুসারে প্রয়োজনীয় যোগ্যতা থাকতে হবে। ২। ক্রমিক নং ২০ এর ৬নং কলামে বর্ণিত "লিকুইড এসেট" থাকতে হবে। ৩। নিম্নোক্ত কাগজপত্র থাকতে হবে এবং উহার সত্যায়িত ফটোকপি সংযোজনপূর্বক প্রতিষ্ঠানের নিজস্ব প্যাডে দরপত্র দাখিল করতে হবে। ক) ভ্যাট নিবন্ধন সংক্রান্ত সনদপত্র। খ) টিআইএন নম্বরসহ আয়কর পরিশোধের হালনাগাদ সনদপত্র। গ) হালনাগাদ নবায়নকৃত ট্রেড লাইসেন্স। ঘ) ব্যাংক স্বচ্ছলতার হালনাগাদ সনদপত্র। ঙ) বিজ্ঞাপিত উল্লেখিত এই জাতীয় সরবরাহ কাজের পূর্ব অভিজ্ঞতার সনদপত্র। একক্ষেত্রে জুতার জন্য ন্যূনতম ০৫ (পাঁচ) লক্ষ টাকা, কাপড় ও ছাতার জন্য ন্যূনতম ০৪ (চার) লক্ষ টাকা, মোজার জন্য ন্যূনতম ০১ (এক) লক্ষ টাকা ও মহিলা পোশাক সামগ্রীর জন্য ন্যূনতম ৫০ (পঞ্চাশ) হাজার টাকার একক সরবরাহ কাজের এবং জুতার জন্য ন্যূনতম ১০ (দশ) লক্ষ টাকা, পোশাকের কাপড় ও ছাতার জন্য ন্যূনতম ০৭ (সাত) লক্ষ টাকা, মোজার জন্য ন্যূনতম ০২ (দুই) লক্ষ টাকা ও মহিলা পোশাক সামগ্রীর জন্য ন্যূনতম ০১ (এক) লক্ষ টাকার বার্ষিক সরবরাহ কাজের অভিজ্ঞতার বিষয়ে প্রথম শ্রেণীর কর্মকর্তা কর্তৃক প্রদত্ত সনদপত্র দাখিল করতে হবে। xyxy=(246,703,547,919)
row-number: ১৪ xyxy=(582,646,612,664)
table-row xyxy=(582,1476,931,1507)
table-row xyxy=(14,354,548,386)
qualification-lead: BSC in Computer Science & Engineering or similar disciplines. xyxy=(1239,879,1486,909)
row-value: ডেপুটি পোস্টমাস্টার জেনারেল (সওদা)। xyxy=(279,1256,548,1276)
package-table xyxy=(13,1003,548,1216)
qualification-item: 8. Sound knowledge and experience with multi-tire web architecture. xyxy=(1261,1215,1494,1246)
table-row xyxy=(14,1313,548,1398)
